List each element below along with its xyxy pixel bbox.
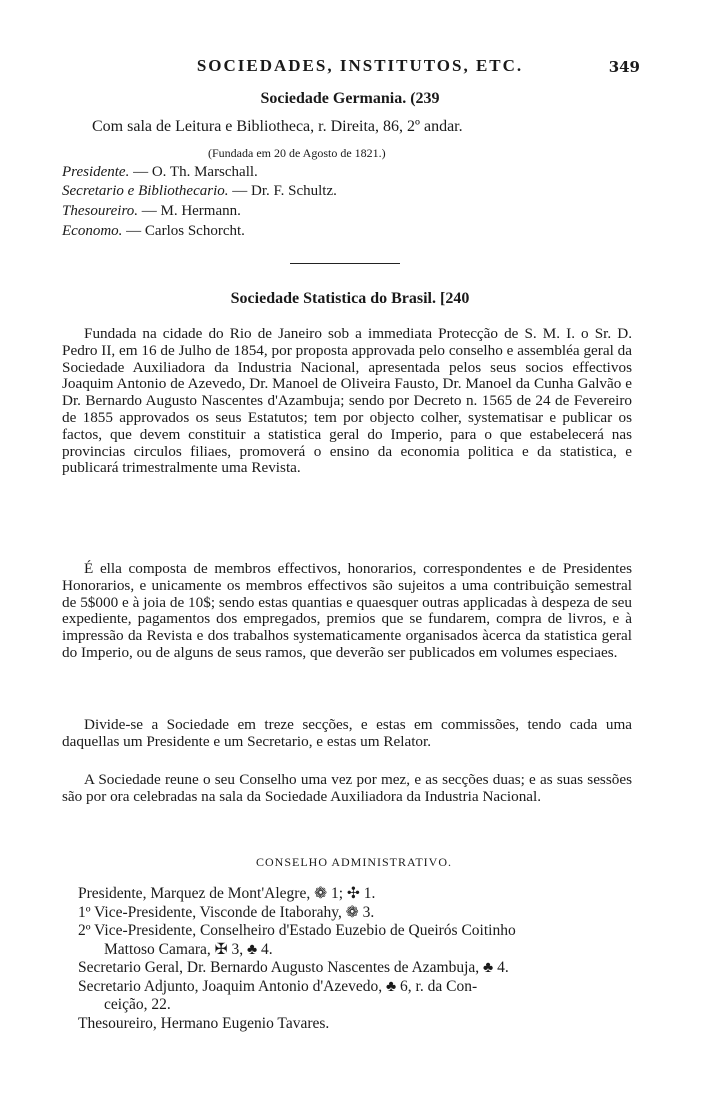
officer-role: Presidente. bbox=[62, 164, 130, 180]
statistica-title: Sociedade Statistica do Brasil. [240 bbox=[230, 290, 470, 307]
officer-role: Thesoureiro. bbox=[62, 203, 138, 219]
page-number: 349 bbox=[608, 58, 640, 76]
council-heading: CONSELHO ADMINISTRATIVO. bbox=[256, 855, 453, 869]
officer-name: — M. Hermann. bbox=[141, 203, 241, 219]
paragraph-text: É ella composta de membros effectivos, honorarios, correspondentes e de Presidentes Honorarios, e unicamente os membros effectivos são sujeitos a uma contribuição semestral de 5$000 e à joia de 10$; sendo estas quantias e quaesquer outras applicadas à despeza de seu expediente, pagamentos dos empregados, premios que se fundarem, compra de livros, e à impressão da Revista e dos trabalhos systematicamente organisados àcerca da statistica geral do Imperio, ou de alguns de seus ramos, que deverão ser publicados em volumes especiaes. bbox=[62, 560, 632, 661]
council-member: Secretario Geral, Dr. Bernardo Augusto Nascentes de Azambuja, ♣ 4. bbox=[78, 959, 509, 976]
officer-row bbox=[62, 183, 337, 200]
council-member: 1º Vice-Presidente, Visconde de Itaborahy, ❁ 3. bbox=[78, 903, 375, 921]
paragraph-text: Fundada na cidade do Rio de Janeiro sob a immediata Protecção de S. M. I. o Sr. D. Pedro II, em 16 de Julho de 1854, por proposta approvada pelo conselho e assembléa geral da Sociedade Auxiliadora da Industria Nacional, apresentada pelos seus socios effectivos Joaquim Antonio de Azevedo, Dr. Manoel de Oliveira Fausto, Dr. Manoel da Cunha Galvão e Dr. Bernardo Augusto Nascentes d'Azambuja; sendo por Decreto n. 1565 de 24 de Fevereiro de 1855 approvados os seus Estatutos; tem por objecto colher, systematisar e publicar os factos, que devem constituir a statistica geral do Imperio, para o que estabelecerá nas provincias circulos filiaes, promoverá o ensino da economia politica e da statistica, e publicará trimestralmente uma Revista. bbox=[62, 325, 632, 477]
running-title: SOCIEDADES, INSTITUTOS, ETC. bbox=[196, 56, 524, 75]
council-member: Secretario Adjunto, Joaquim Antonio d'Azevedo, ♣ 6, r. da Con- bbox=[78, 977, 478, 995]
officer-row bbox=[62, 164, 258, 181]
officer-name: — Carlos Schorcht. bbox=[126, 223, 245, 239]
officer-role: Secretario e Bibliothecario. bbox=[62, 183, 229, 199]
council-member: Thesoureiro, Hermano Eugenio Tavares. bbox=[78, 1014, 330, 1032]
officer-role: Economo. bbox=[62, 223, 123, 239]
officer-row bbox=[62, 203, 241, 220]
germania-title: Sociedade Germania. (239 bbox=[260, 90, 440, 107]
council-member-continued: Mattoso Camara, ✠ 3, ♣ 4. bbox=[104, 940, 273, 958]
council-member-continued: ceição, 22. bbox=[104, 996, 171, 1013]
paragraph bbox=[62, 772, 632, 806]
officer-row bbox=[62, 223, 245, 240]
paragraph bbox=[62, 561, 632, 662]
council-member: Presidente, Marquez de Mont'Alegre, ❁ 1; ✣ 1. bbox=[78, 885, 376, 902]
officer-name: — Dr. F. Schultz. bbox=[232, 183, 337, 199]
germania-founded: (Fundada em 20 de Agosto de 1821.) bbox=[208, 146, 386, 160]
paragraph bbox=[62, 717, 632, 751]
germania-address: Com sala de Leitura e Bibliotheca, r. Direita, 86, 2º andar. bbox=[92, 118, 463, 135]
paragraph-text: Divide-se a Sociedade em treze secções, e estas em commissões, tendo cada uma daquellas um Presidente e um Secretario, e estas um Relator. bbox=[62, 716, 632, 750]
council-member: 2º Vice-Presidente, Conselheiro d'Estado Euzebio de Queirós Coitinho bbox=[78, 922, 516, 939]
section-divider bbox=[290, 263, 400, 264]
paragraph-text: A Sociedade reune o seu Conselho uma vez por mez, e as secções duas; e as suas sessões são por ora celebradas na sala da Sociedade Auxiliadora da Industria Nacional. bbox=[62, 771, 632, 805]
council-list bbox=[78, 885, 658, 1033]
officer-name: — O. Th. Marschall. bbox=[133, 164, 258, 180]
paragraph bbox=[62, 326, 632, 477]
